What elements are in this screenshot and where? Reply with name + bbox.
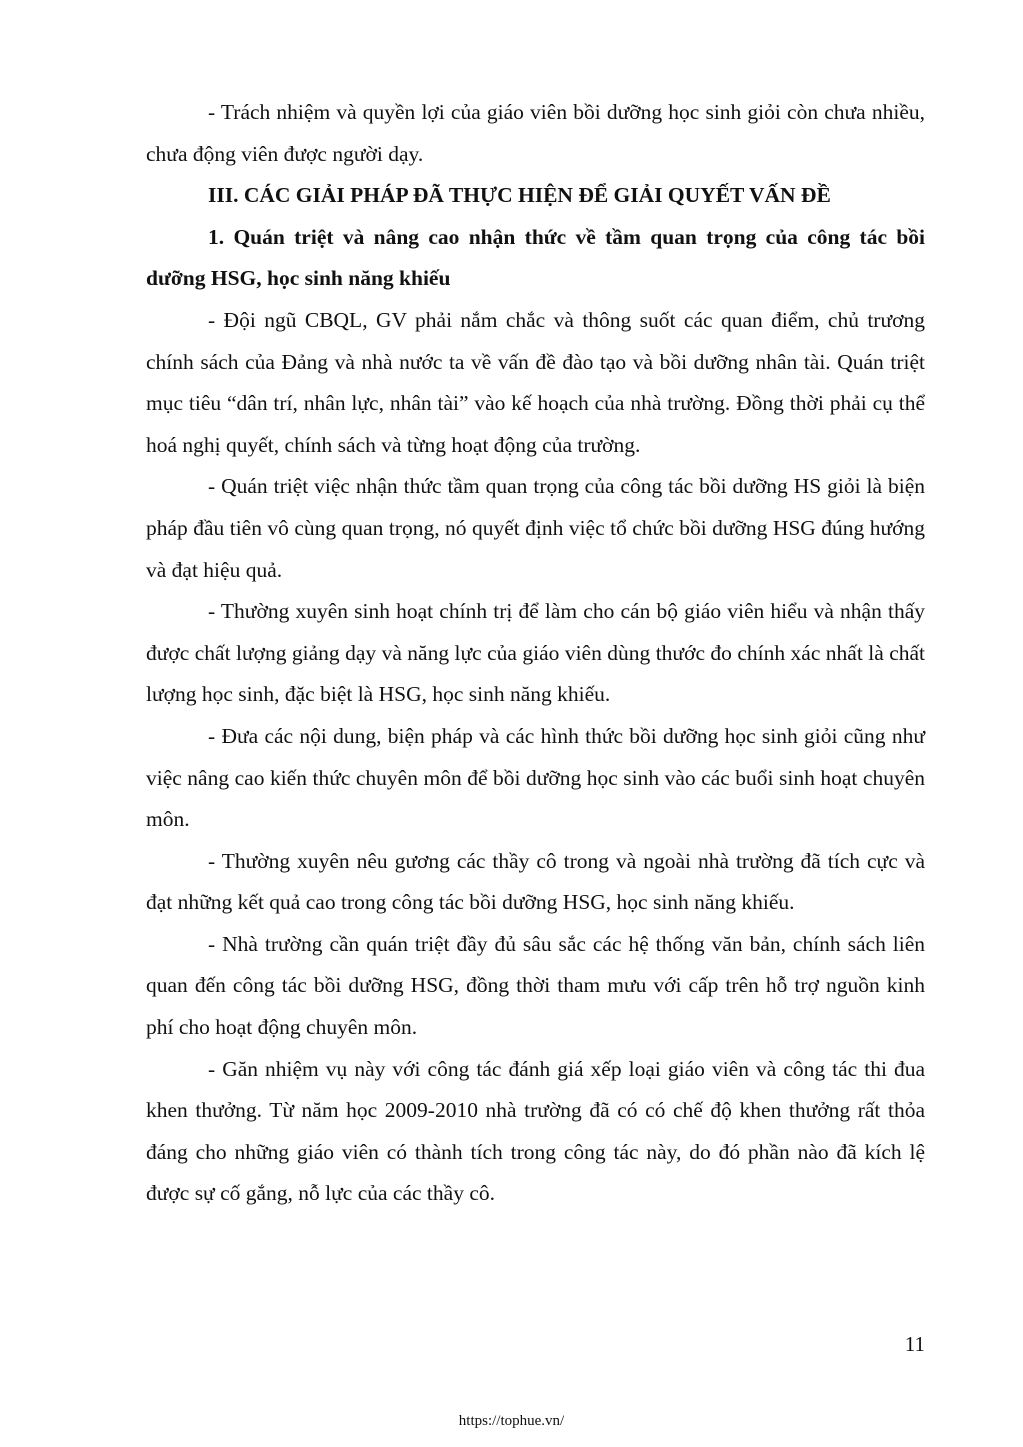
paragraph-political-activities: - Thường xuyên sinh hoạt chính trị để làm cho cán bộ giáo viên hiểu và nhận thấy được chất lượng giảng dạy và năng lực của giáo viên dùng thước đo chính xác nhất là chất lượng học sinh, đặc biệt là HSG, học sinh năng khiếu. <box>146 599 925 707</box>
footer-link[interactable]: https://tophue.vn/ <box>458 1413 565 1429</box>
section-heading-solutions: III. CÁC GIẢI PHÁP ĐÃ THỰC HIỆN ĐỂ GIẢI QUYẾT VẤN ĐỀ <box>208 183 831 208</box>
subsection-heading-awareness: 1. Quán triệt và nâng cao nhận thức về tầm quan trọng của công tác bồi dưỡng HSG, học sinh năng khiếu <box>146 224 925 291</box>
paragraph-training-content: - Đưa các nội dung, biện pháp và các hình thức bồi dưỡng học sinh giỏi cũng như việc nâng cao kiến thức chuyên môn để bồi dưỡng học sinh vào các buổi sinh hoạt chuyên môn. <box>146 723 925 832</box>
paragraph-documents-funding: - Nhà trường cần quán triệt đầy đủ sâu sắc các hệ thống văn bản, chính sách liên quan đến công tác bồi dưỡng HSG, đồng thời tham mưu với cấp trên hỗ trợ nguồn kinh phí cho hoạt động chuyên môn. <box>146 931 925 1040</box>
page-number: 11 <box>904 1332 925 1356</box>
paragraph-staff-policy: - Đội ngũ CBQL, GV phải nắm chắc và thông suốt các quan điểm, chủ trương chính sách của Đảng và nhà nước ta về vấn đề đào tạo và bồi dưỡng nhân tài. Quán triệt mục tiêu “dân trí, nhân lực, nhân tài” vào kế hoạch của nhà trường. Đồng thời phải cụ thể hoá nghị quyết, chính sách và từng hoạt động của trường. <box>146 307 925 457</box>
paragraph-importance-awareness: - Quán triệt việc nhận thức tầm quan trọng của công tác bồi dưỡng HS giỏi là biện pháp đầu tiên vô cùng quan trọng, nó quyết định việc tổ chức bồi dưỡng HSG đúng hướng và đạt hiệu quả. <box>146 474 925 582</box>
paragraph-evaluation-rewards: - Găn nhiệm vụ này với công tác đánh giá xếp loại giáo viên và công tác thi đua khen thưởng. Từ năm học 2009-2010 nhà trường đã có có chế độ khen thưởng rất thỏa đáng cho những giáo viên có thành tích trong công tác này, do đó phần nào đã kích lệ được sự cố gắng, nỗ lực của các thầy cô. <box>146 1056 925 1206</box>
page-body <box>146 92 925 1215</box>
paragraph-role-models: - Thường xuyên nêu gương các thầy cô trong và ngoài nhà trường đã tích cực và đạt những kết quả cao trong công tác bồi dưỡng HSG, học sinh năng khiếu. <box>146 848 925 915</box>
paragraph-teacher-responsibility: - Trách nhiệm và quyền lợi của giáo viên bồi dưỡng học sinh giỏi còn chưa nhiều, chưa động viên được người dạy. <box>146 100 925 166</box>
